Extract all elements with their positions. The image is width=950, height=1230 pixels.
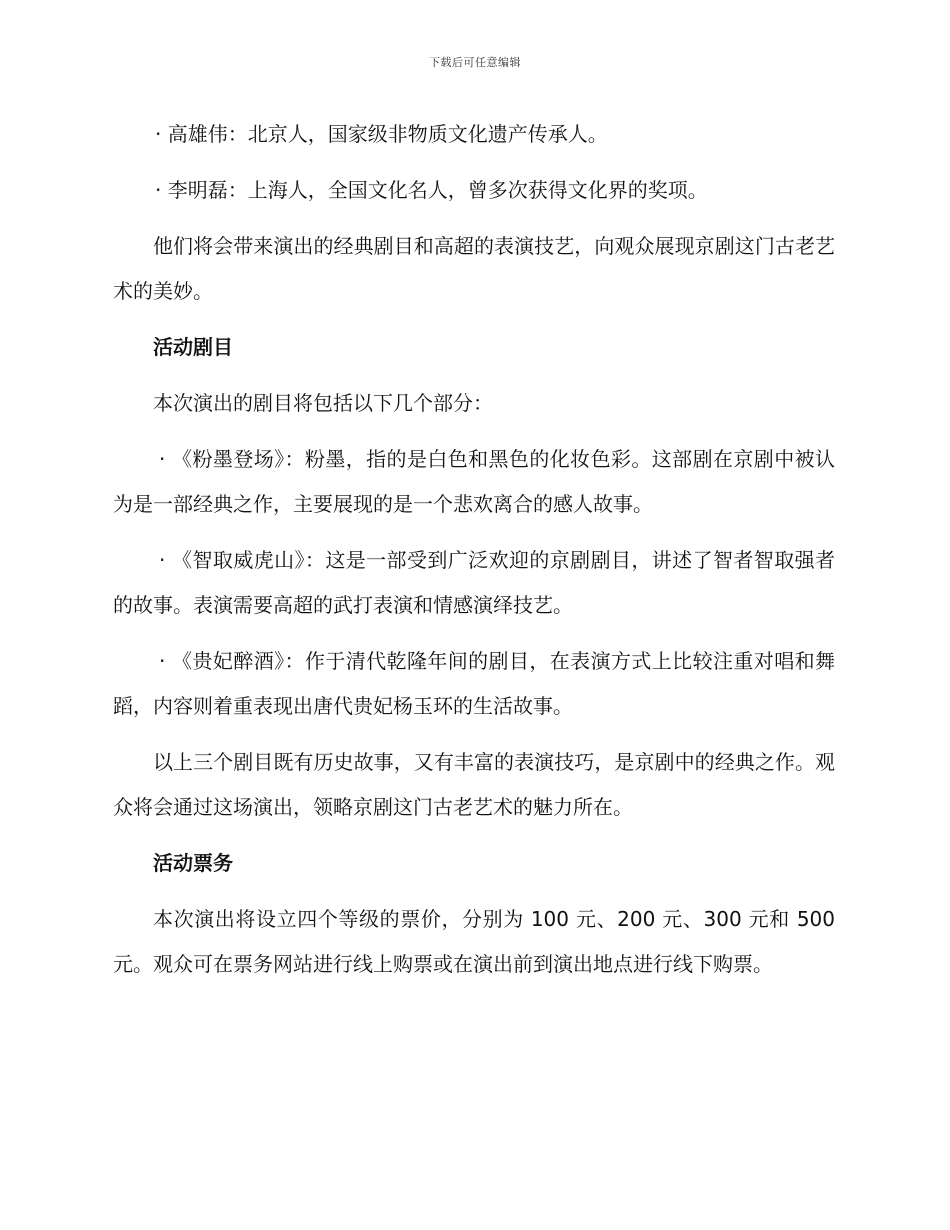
document-body	[113, 112, 835, 998]
program-item: · 《粉墨登场》：粉墨，指的是白色和黑色的化妆色彩。这部剧在京剧中被认为是一部经典之作，主要展现的是一个悲欢离合的感人故事。	[113, 447, 835, 516]
intro-paragraph: 他们将会带来演出的经典剧目和高超的表演技艺，向观众展现京剧这门古老艺术的美妙。	[113, 234, 835, 303]
program-summary: 以上三个剧目既有历史故事，又有丰富的表演技巧，是京剧中的经典之作。观众将会通过这场演出，领略京剧这门古老艺术的魅力所在。	[113, 750, 835, 819]
page-header: 下载后可任意编辑	[429, 56, 521, 69]
tickets-paragraph: 本次演出将设立四个等级的票价，分别为 100 元、200 元、300 元和 500 元。观众可在票务网站进行线上购票或在演出前到演出地点进行线下购票。	[113, 907, 835, 976]
program-heading: 活动剧目	[153, 335, 233, 359]
performer-item: · 高雄伟：北京人，国家级非物质文化遗产传承人。	[155, 122, 608, 146]
performer-item: · 李明磊：上海人，全国文化名人，曾多次获得文化界的奖项。	[155, 178, 708, 202]
program-lead: 本次演出的剧目将包括以下几个部分：	[153, 391, 493, 415]
tickets-heading: 活动票务	[153, 851, 233, 875]
program-item: · 《贵妃醉酒》：作于清代乾隆年间的剧目，在表演方式上比较注重对唱和舞蹈，内容则着重表现出唐代贵妃杨玉环的生活故事。	[113, 649, 835, 718]
program-item: · 《智取威虎山》：这是一部受到广泛欢迎的京剧剧目，讲述了智者智取强者的故事。表演需要高超的武打表演和情感演绎技艺。	[113, 548, 835, 617]
